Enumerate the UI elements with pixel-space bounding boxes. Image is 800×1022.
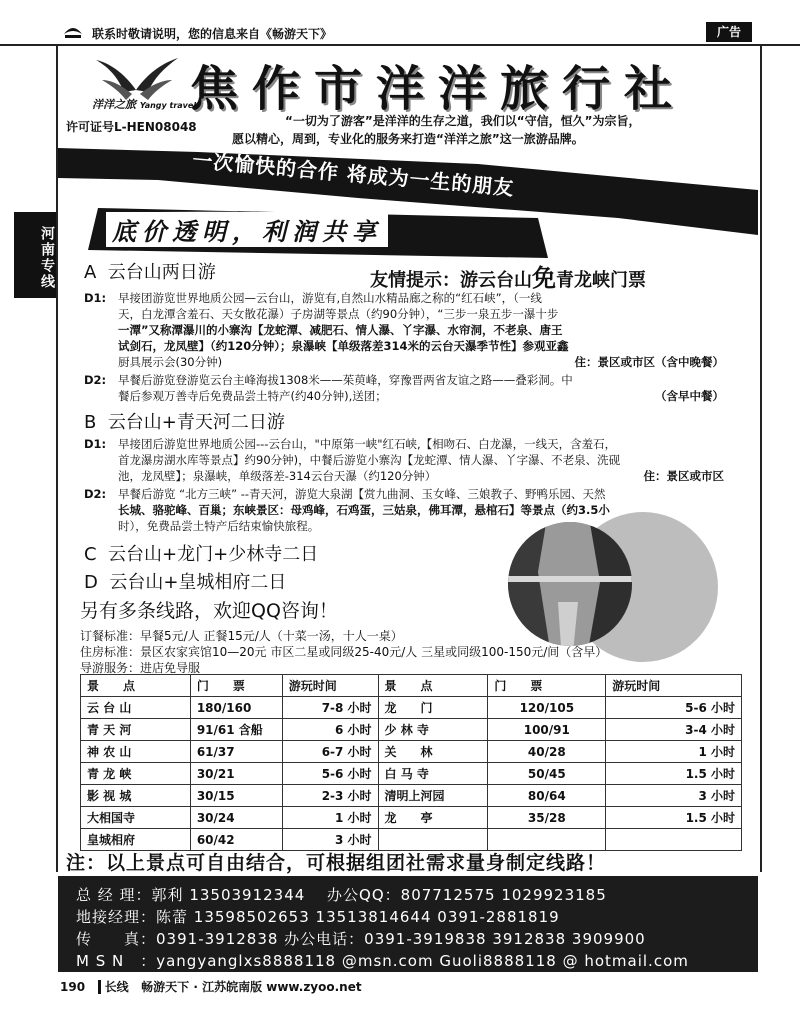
- table-cell: 30/15: [190, 785, 282, 807]
- table-cell: 40/28: [488, 741, 606, 763]
- qq-line: 另有多条线路，欢迎QQ咨询！: [80, 600, 338, 622]
- table-cell: 50/45: [488, 763, 606, 785]
- scenic-table: [80, 674, 742, 851]
- route-b-letter: B: [84, 412, 97, 433]
- table-cell: 青 天 河: [81, 719, 191, 741]
- table-cell: 青 龙 峡: [81, 763, 191, 785]
- table-cell: 神 农 山: [81, 741, 191, 763]
- tip-free: 免: [532, 264, 556, 292]
- logo-cn: 洋洋之旅: [92, 98, 136, 111]
- table-row: [81, 807, 742, 829]
- table-cell: [606, 829, 742, 851]
- a-d1-lodging: 住：景区或市区（含中晚餐）: [574, 355, 724, 369]
- slogan-sub: 底价透明，利润共享: [106, 212, 388, 247]
- table-header-cell: 景 点: [378, 675, 488, 697]
- table-cell: 5-6 小时: [606, 697, 742, 719]
- motto-line-1: “一切为了游客”是洋洋的生存之道，我们以“守信，恒久”为宗旨，: [285, 114, 641, 128]
- table-header-cell: 门 票: [190, 675, 282, 697]
- footer-section: 长线: [98, 980, 129, 994]
- table-cell: 3 小时: [606, 785, 742, 807]
- a-d2-line: 餐后参观万善寺后免费品尝土特产(约40分钟),送团；: [118, 389, 387, 403]
- logo-text: [92, 96, 196, 112]
- route-d-name: 云台山+皇城相府二日: [109, 572, 287, 593]
- contact-label: 传 真：: [76, 930, 157, 948]
- table-cell: 91/61 含船: [190, 719, 282, 741]
- license-number: 许可证号L-HEN08048: [66, 120, 197, 134]
- table-row: [81, 697, 742, 719]
- table-row: [81, 785, 742, 807]
- logo-en: Yangy travel: [139, 101, 197, 110]
- table-cell: 80/64: [488, 785, 606, 807]
- a-d1-line: 试剑石，龙凤壁】（约120分钟）；泉瀑峡【单级落差314米的云台天瀑季节性】参观亚鑫: [118, 339, 569, 353]
- contact-label: 总 经 理：: [76, 886, 152, 904]
- table-row: [81, 741, 742, 763]
- table-cell: 皇城相府: [81, 829, 191, 851]
- table-header-cell: 游玩时间: [606, 675, 742, 697]
- route-a-title: [84, 258, 216, 284]
- contact-value: yangyanglxs8888118 @msn.com Guoli8888118 @ hotmail.com: [156, 952, 689, 970]
- lodging-standard: 住房标准：景区农家宾馆10—20元 市区二星或同级25-40元/人 三星或同级100-150元/间（含早）: [80, 645, 608, 659]
- table-header-cell: 景 点: [81, 675, 191, 697]
- table-row: [81, 719, 742, 741]
- tip-suffix: 青龙峡门票: [556, 270, 646, 291]
- table-cell: 龙 亭: [378, 807, 488, 829]
- page-number: 190: [60, 980, 86, 994]
- canyon-photo: [508, 512, 718, 662]
- table-cell: 3 小时: [282, 829, 378, 851]
- route-b-day1: [84, 436, 724, 484]
- b-d1-lodging: 住：景区或市区: [643, 469, 724, 483]
- custom-route-note: 注：以上景点可自由结合，可根据组团社需求量身制定线路！: [66, 852, 607, 874]
- contact-label: 地接经理：: [76, 908, 157, 926]
- table-cell: 龙 门: [378, 697, 488, 719]
- contact-row: [76, 906, 560, 927]
- contact-value: 陈蕾 13598502653 13513814644 0391-2881819: [156, 908, 560, 926]
- table-cell: 5-6 小时: [282, 763, 378, 785]
- table-cell: 1 小时: [282, 807, 378, 829]
- table-cell: 180/160: [190, 697, 282, 719]
- day1-tag: D1:: [84, 291, 107, 305]
- table-cell: 1.5 小时: [606, 763, 742, 785]
- b-d1-line: 首龙瀑房湖水库等景点】约90分钟)，中餐后游览小寨沟【龙蛇潭、情人瀑、丫字瀑、不老泉、洗砚: [118, 453, 621, 467]
- table-cell: 2-3 小时: [282, 785, 378, 807]
- day2-tag: D2:: [84, 487, 107, 501]
- table-cell: 关 林: [378, 741, 488, 763]
- route-a-name: 云台山两日游: [107, 262, 216, 283]
- b-d1-line: 早接团后游览世界地质公园---云台山，"中原第一峡"红石峡,【相吻石、白龙瀑，一线天，含羞石，: [118, 437, 617, 451]
- route-a-day2: [84, 372, 724, 404]
- table-cell: 清明上河园: [378, 785, 488, 807]
- footer-publication: 畅游天下 · 江苏皖南版 www.zyoo.net: [141, 980, 362, 994]
- contact-value: 郭利 13503912344 办公QQ：807712575 1029923185: [151, 886, 607, 904]
- a-d1-line: 厨具展示会(30分钟): [118, 355, 223, 369]
- page-footer: [60, 978, 362, 995]
- meal-standard: 订餐标准：早餐5元/人 正餐15元/人（十菜一汤，十人一桌）: [80, 629, 403, 643]
- table-cell: 影 视 城: [81, 785, 191, 807]
- table-cell: 云 台 山: [81, 697, 191, 719]
- ad-tag: 广告: [706, 22, 752, 42]
- table-cell: 61/37: [190, 741, 282, 763]
- route-a-tip: [370, 258, 646, 293]
- table-cell: 6-7 小时: [282, 741, 378, 763]
- contact-label: M S N ：: [76, 952, 157, 970]
- route-a-letter: A: [84, 262, 97, 283]
- contact-row: [76, 950, 689, 971]
- a-d2-meal: （含早中餐）: [655, 389, 724, 403]
- day2-tag: D2:: [84, 373, 107, 387]
- table-row: [81, 763, 742, 785]
- table-cell: 7-8 小时: [282, 697, 378, 719]
- magazine-logo-icon: [62, 22, 84, 40]
- table-cell: 120/105: [488, 697, 606, 719]
- table-cell: 100/91: [488, 719, 606, 741]
- a-d1-line: 天，白龙潭含羞石、天女散花瀑）子房湖等景点（约90分钟），“三步一泉五步一瀑十步: [118, 307, 559, 321]
- table-cell: 6 小时: [282, 719, 378, 741]
- b-d1-line: 池，龙凤壁】；泉瀑峡，单级落差-314云台天瀑（约120分钟）: [118, 469, 437, 483]
- b-d2-line: 早餐后游览 “北方三峡” --青天河，游览大泉湖【赏九曲洞、玉女峰、三娘教子、野鸭乐园、天然: [118, 487, 606, 501]
- route-b-name: 云台山+青天河二日游: [107, 412, 285, 433]
- table-cell: 30/24: [190, 807, 282, 829]
- route-d-title: [84, 568, 286, 594]
- tip-prefix: 友情提示：游云台山: [370, 270, 532, 291]
- guide-standard: 导游服务：进店免导服: [80, 661, 201, 675]
- table-cell: 大相国寺: [81, 807, 191, 829]
- slogan-main: 一次愉快的合作 将成为一生的朋友: [191, 147, 516, 201]
- table-header-cell: 门 票: [488, 675, 606, 697]
- route-c-name: 云台山+龙门+少林寺二日: [108, 544, 319, 565]
- table-cell: 3-4 小时: [606, 719, 742, 741]
- route-a-day1: [84, 290, 724, 370]
- route-c-letter: C: [84, 544, 97, 565]
- route-c-title: [84, 540, 318, 566]
- day1-tag: D1:: [84, 437, 107, 451]
- agency-title: 焦作市洋洋旅行社: [190, 61, 687, 117]
- table-header: [81, 675, 742, 697]
- motto-line-2: 愿以精心，周到，专业化的服务来打造“洋洋之旅”这一旅游品牌。: [232, 132, 584, 146]
- side-tab: 河南专线: [14, 212, 56, 298]
- table-cell: 30/21: [190, 763, 282, 785]
- contact-value: 0391-3912838 办公电话：0391-3919838 3912838 3909900: [156, 930, 646, 948]
- table-header-cell: 游玩时间: [282, 675, 378, 697]
- table-cell: 60/42: [190, 829, 282, 851]
- table-cell: 少 林 寺: [378, 719, 488, 741]
- table-cell: 白 马 寺: [378, 763, 488, 785]
- a-d2-line: 早餐后游览登游览云台主峰海拔1308米——茱萸峰，穿豫晋两省友谊之路——叠彩洞。中: [118, 373, 573, 387]
- route-b-title: [84, 408, 285, 434]
- table-cell: 1 小时: [606, 741, 742, 763]
- table-cell: 1.5 小时: [606, 807, 742, 829]
- source-notice: 联系时敬请说明，您的信息来自《畅游天下》: [92, 27, 333, 41]
- a-d1-line: 早接团游览世界地质公园—云台山，游览有,自然山水精品廊之称的“红石峡”，（一线: [118, 291, 542, 305]
- contact-row: [76, 928, 646, 949]
- b-d2-line: 时），免费品尝土特产后结束愉快旅程。: [118, 519, 320, 533]
- contact-row: [76, 884, 607, 905]
- b-d2-line: 长城、骆驼峰、百巢；东峡景区：母鸡峰，石鸡蛋，三姑泉，佛耳潭，悬棺石】等景点（约3.5小: [118, 503, 610, 517]
- a-d1-line: 一潭”又称潭瀑川的小寨沟【龙蛇潭、减肥石、情人瀑、丫字瀑、水帘洞，不老泉、唐王: [118, 323, 563, 337]
- table-cell: 35/28: [488, 807, 606, 829]
- route-d-letter: D: [84, 572, 98, 593]
